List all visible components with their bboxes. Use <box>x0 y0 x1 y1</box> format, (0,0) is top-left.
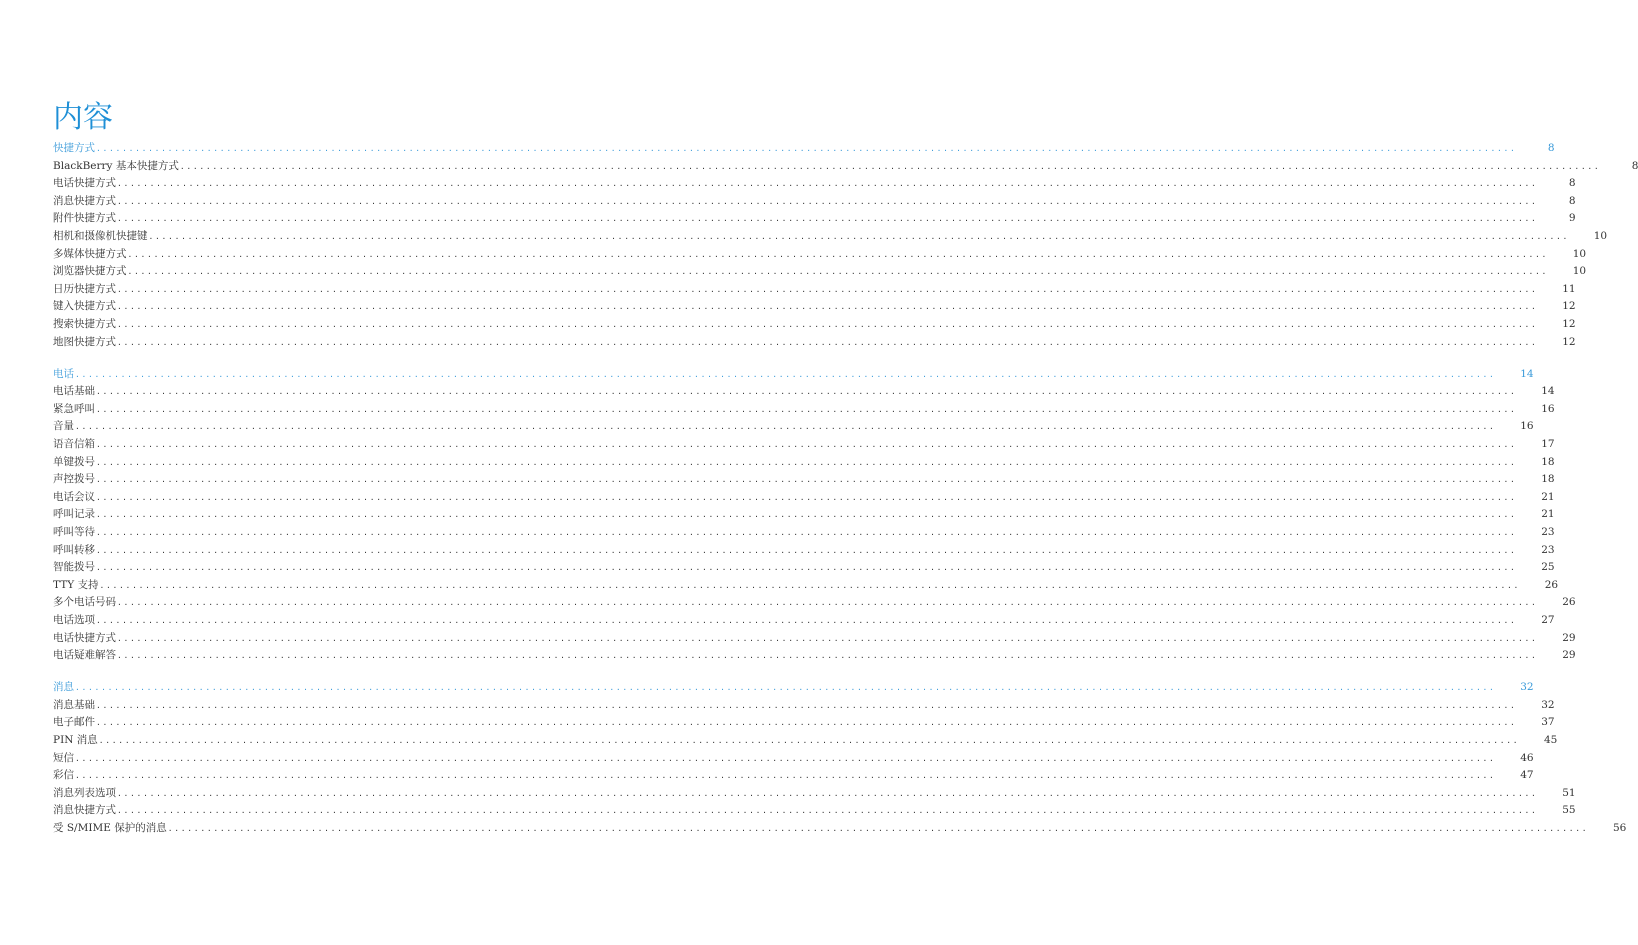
toc-entry-page[interactable]: 21 <box>1541 508 1555 521</box>
toc-heading-page[interactable]: 14 <box>1520 367 1534 380</box>
toc-entry-label[interactable]: 音量 <box>53 420 74 433</box>
toc-entry[interactable] <box>53 612 1555 630</box>
dot-leader: .......................................................................................................................................................................................................................... <box>117 337 1538 347</box>
dot-leader: .......................................................................................................................................................................................................................... <box>117 319 1538 329</box>
toc-entry[interactable] <box>53 418 1534 436</box>
toc-entry-page[interactable]: 32 <box>1541 698 1555 711</box>
toc-entry-page[interactable]: 51 <box>1562 786 1576 799</box>
toc-entry[interactable] <box>53 506 1555 524</box>
toc-entry[interactable] <box>53 436 1555 454</box>
toc-entry[interactable] <box>53 630 1576 648</box>
toc-entry-label[interactable]: 电话快捷方式 <box>53 631 116 644</box>
toc-entry[interactable] <box>53 263 1587 281</box>
dot-leader: .......................................................................................................................................................................................................................... <box>96 404 1517 414</box>
toc-entry-label[interactable]: 呼叫等待 <box>53 525 95 538</box>
toc-entry-label[interactable]: 附件快捷方式 <box>53 212 116 225</box>
dot-leader: .......................................................................................................................................................................................................................... <box>75 683 1496 693</box>
toc-entry-label[interactable]: 智能拨号 <box>53 561 95 574</box>
toc-entry[interactable] <box>53 767 1534 785</box>
toc-entry-page[interactable]: 11 <box>1562 282 1576 295</box>
page-title: 内容 <box>53 100 113 135</box>
dot-leader: .......................................................................................................................................................................................................................... <box>96 492 1517 502</box>
dot-leader: .......................................................................................................................................................................................................................... <box>117 598 1538 608</box>
toc-entry-label[interactable]: 相机和摄像机快捷键 <box>53 229 148 242</box>
dot-leader: .......................................................................................................................................................................................................................... <box>117 633 1538 643</box>
toc-entry-page[interactable]: 46 <box>1520 751 1534 764</box>
toc-entry-label[interactable]: 单键拨号 <box>53 455 95 468</box>
dot-leader: .......................................................................................................................................................................................................................... <box>75 753 1496 763</box>
toc-entry-page[interactable]: 21 <box>1541 490 1555 503</box>
toc-entry-label[interactable]: 日历快捷方式 <box>53 282 116 295</box>
dot-leader: .......................................................................................................................................................................................................................... <box>75 771 1496 781</box>
toc-entry[interactable] <box>53 193 1576 211</box>
dot-leader: .......................................................................................................................................................................................................................... <box>96 545 1517 555</box>
toc-entry-label[interactable]: 消息快捷方式 <box>53 194 116 207</box>
dot-leader: .......................................................................................................................................................................................................................... <box>117 788 1538 798</box>
toc-entry[interactable] <box>53 524 1555 542</box>
toc-section-phone <box>53 366 1576 665</box>
toc-entry-label[interactable]: 呼叫转移 <box>53 543 95 556</box>
toc-entry-page[interactable]: 8 <box>1631 159 1638 172</box>
toc-entry-label[interactable]: 多媒体快捷方式 <box>53 247 127 260</box>
toc-entry-label[interactable]: 紧急呼叫 <box>53 402 95 415</box>
dot-leader: .......................................................................................................................................................................................................................... <box>96 615 1517 625</box>
toc-entry-label[interactable]: 语音信箱 <box>53 438 95 450</box>
toc-entry[interactable] <box>53 316 1576 334</box>
dot-leader: .......................................................................................................................................................................................................................... <box>167 823 1589 833</box>
dot-leader: .......................................................................................................................................................................................................................... <box>117 214 1538 224</box>
dot-leader: .......................................................................................................................................................................................................................... <box>96 527 1517 537</box>
toc-entry-label[interactable]: 短信 <box>53 751 74 764</box>
toc-heading[interactable] <box>53 679 1534 697</box>
dot-leader: .......................................................................................................................................................................................................................... <box>96 475 1517 485</box>
toc-entry-page[interactable]: 12 <box>1562 335 1576 348</box>
dot-leader: .......................................................................................................................................................................................................................... <box>117 284 1538 294</box>
toc-entry-label[interactable]: 消息基础 <box>53 698 95 711</box>
toc-entry[interactable] <box>53 802 1576 820</box>
toc-entry[interactable] <box>53 281 1576 299</box>
toc-entry-label[interactable]: TTY 支持 <box>53 578 99 591</box>
toc-entry-label[interactable]: 声控拨号 <box>53 473 95 486</box>
toc-entry[interactable] <box>53 750 1534 768</box>
toc-entry[interactable] <box>53 714 1555 732</box>
dot-leader: .......................................................................................................................................................................................................................... <box>96 718 1517 728</box>
dot-leader: .......................................................................................................................................................................................................................... <box>117 196 1538 206</box>
toc-entry-label[interactable]: 受 S/MIME 保护的消息 <box>53 821 167 834</box>
toc-entry-page[interactable]: 55 <box>1562 804 1576 817</box>
toc-entry-page[interactable]: 18 <box>1541 455 1555 468</box>
dot-leader: .......................................................................................................................................................................................................................... <box>96 144 1517 153</box>
dot-leader: .......................................................................................................................................................................................................................... <box>75 369 1496 379</box>
toc-entry[interactable] <box>53 577 1559 595</box>
dot-leader: .......................................................................................................................................................................................................................... <box>127 249 1549 259</box>
dot-leader: .......................................................................................................................................................................................................................... <box>96 510 1517 520</box>
toc-entry-label[interactable]: 电话疑难解答 <box>53 649 116 662</box>
toc-entry[interactable] <box>53 559 1555 577</box>
toc-entry-label[interactable]: 多个电话号码 <box>53 596 116 609</box>
toc-heading[interactable] <box>53 140 1555 158</box>
toc-entry-label[interactable]: 电话选项 <box>53 613 95 626</box>
toc-entry-label[interactable]: 地图快捷方式 <box>53 335 116 348</box>
toc-entry-label[interactable]: 消息快捷方式 <box>53 804 116 817</box>
toc-entry-label[interactable]: 浏览器快捷方式 <box>53 265 127 278</box>
toc-heading-label[interactable]: 电话 <box>53 367 74 380</box>
toc-entry[interactable] <box>53 542 1555 560</box>
toc-entry[interactable] <box>53 471 1555 489</box>
dot-leader: .......................................................................................................................................................................................................................... <box>179 161 1601 171</box>
toc-entry-page[interactable]: 17 <box>1541 438 1555 450</box>
dot-leader: .......................................................................................................................................................................................................................... <box>96 457 1517 467</box>
toc-entry-page[interactable]: 14 <box>1541 385 1555 398</box>
toc-entry-page[interactable]: 29 <box>1562 649 1576 662</box>
toc-entry-page[interactable]: 16 <box>1520 420 1534 433</box>
dot-leader: .......................................................................................................................................................................................................................... <box>117 179 1538 189</box>
toc-entry-page[interactable]: 23 <box>1541 525 1555 538</box>
toc-entry[interactable] <box>53 732 1558 750</box>
toc-entry[interactable] <box>53 334 1576 352</box>
toc-heading[interactable] <box>53 366 1534 384</box>
dot-leader: .......................................................................................................................................................................................................................... <box>96 700 1517 710</box>
toc-entry-label[interactable]: 搜索快捷方式 <box>53 317 116 330</box>
toc-heading-page[interactable]: 32 <box>1520 681 1534 694</box>
toc-entry-label[interactable]: PIN 消息 <box>53 734 98 746</box>
toc-entry-page[interactable]: 10 <box>1572 265 1587 278</box>
toc-section-shortcuts <box>53 140 1638 351</box>
toc-entry-label[interactable]: 彩信 <box>53 769 74 782</box>
toc-entry[interactable] <box>53 228 1608 246</box>
toc-section-messages <box>53 679 1627 837</box>
toc-entry-label[interactable]: 电话基础 <box>53 385 95 398</box>
dot-leader: .......................................................................................................................................................................................................................... <box>96 563 1517 573</box>
toc-entry-page[interactable]: 23 <box>1541 543 1555 556</box>
toc-entry-page[interactable]: 12 <box>1562 317 1576 330</box>
dot-leader: .......................................................................................................................................................................................................................... <box>99 580 1521 590</box>
toc-entry[interactable] <box>53 175 1576 193</box>
toc-entry-page[interactable]: 8 <box>1568 194 1576 207</box>
toc-entry[interactable] <box>53 594 1576 612</box>
toc-entry[interactable] <box>53 697 1555 715</box>
toc-entry-label[interactable]: 电话快捷方式 <box>53 177 116 190</box>
toc-entry-page[interactable]: 12 <box>1562 300 1576 313</box>
toc-entry[interactable] <box>53 454 1555 472</box>
toc-entry-page[interactable]: 45 <box>1543 734 1558 746</box>
toc-entry[interactable] <box>53 401 1555 419</box>
toc-entry-page[interactable]: 37 <box>1541 716 1555 729</box>
toc-entry-page[interactable]: 26 <box>1544 578 1559 591</box>
toc-heading-label[interactable]: 消息 <box>53 681 74 694</box>
dot-leader: .......................................................................................................................................................................................................................... <box>117 806 1538 816</box>
toc-entry[interactable] <box>53 647 1576 665</box>
toc-heading-label[interactable]: 快捷方式 <box>53 142 95 154</box>
dot-leader: .......................................................................................................................................................................................................................... <box>117 302 1538 312</box>
toc-entry[interactable] <box>53 298 1576 316</box>
dot-leader: .......................................................................................................................................................................................................................... <box>96 440 1517 449</box>
dot-leader: .......................................................................................................................................................................................................................... <box>98 736 1520 745</box>
toc-entry-label[interactable]: 电子邮件 <box>53 716 95 729</box>
table-of-contents <box>53 140 1638 852</box>
dot-leader: .......................................................................................................................................................................................................................... <box>127 267 1549 277</box>
dot-leader: .......................................................................................................................................................................................................................... <box>96 387 1517 397</box>
toc-entry[interactable] <box>53 246 1587 264</box>
toc-entry-page[interactable]: 9 <box>1568 212 1576 225</box>
toc-entry-page[interactable]: 8 <box>1568 177 1576 190</box>
toc-entry-page[interactable]: 47 <box>1520 769 1534 782</box>
toc-entry[interactable] <box>53 820 1627 838</box>
toc-entry-label[interactable]: 电话会议 <box>53 490 95 503</box>
toc-entry-page[interactable]: 56 <box>1612 821 1627 834</box>
toc-entry-page[interactable]: 10 <box>1593 229 1608 242</box>
dot-leader: .......................................................................................................................................................................................................................... <box>148 231 1570 241</box>
toc-entry-page[interactable]: 29 <box>1562 631 1576 644</box>
toc-entry[interactable] <box>53 158 1638 176</box>
toc-entry[interactable] <box>53 383 1555 401</box>
toc-entry-label[interactable]: 消息列表选项 <box>53 786 116 799</box>
toc-entry[interactable] <box>53 210 1576 228</box>
toc-entry-page[interactable]: 16 <box>1541 402 1555 415</box>
toc-entry-label[interactable]: 呼叫记录 <box>53 508 95 521</box>
toc-entry-label[interactable]: BlackBerry 基本快捷方式 <box>53 159 179 172</box>
toc-entry-page[interactable]: 25 <box>1541 561 1555 574</box>
toc-heading-page[interactable]: 8 <box>1547 142 1555 154</box>
toc-entry-page[interactable]: 10 <box>1572 247 1587 260</box>
dot-leader: .......................................................................................................................................................................................................................... <box>117 651 1538 661</box>
toc-entry-label[interactable]: 键入快捷方式 <box>53 300 116 313</box>
toc-entry[interactable] <box>53 489 1555 507</box>
dot-leader: .......................................................................................................................................................................................................................... <box>75 422 1496 432</box>
toc-entry-page[interactable]: 26 <box>1562 596 1576 609</box>
toc-entry-page[interactable]: 18 <box>1541 473 1555 486</box>
toc-entry[interactable] <box>53 785 1576 803</box>
toc-entry-page[interactable]: 27 <box>1541 613 1555 626</box>
